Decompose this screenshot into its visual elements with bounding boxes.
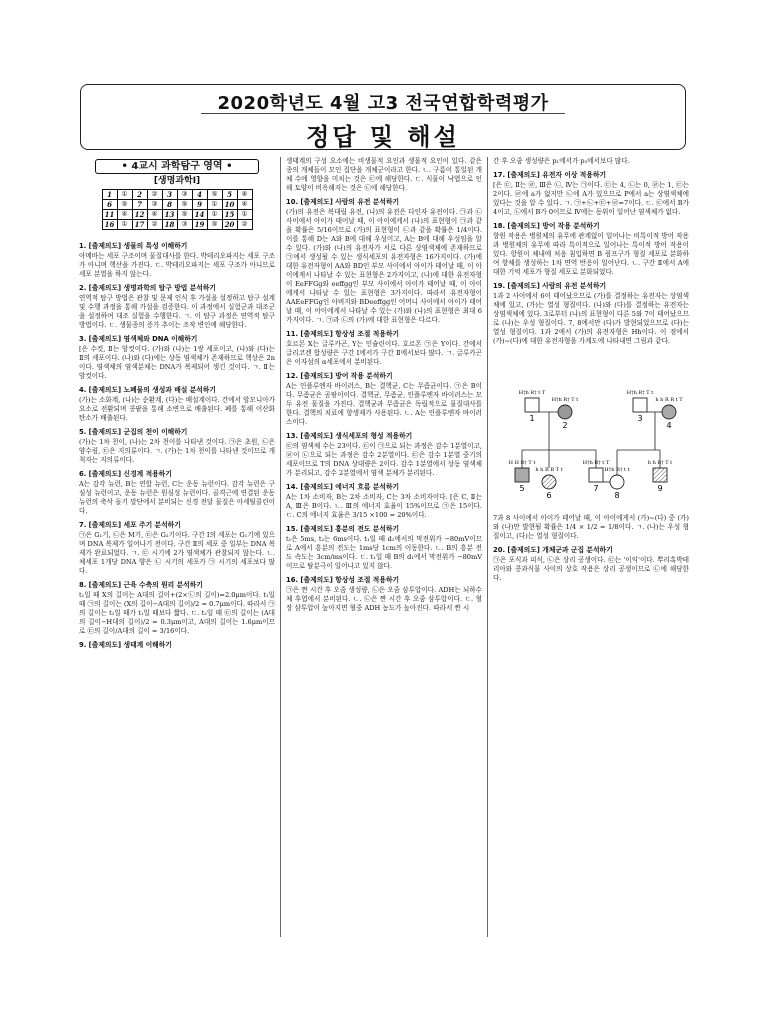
- genotype-label: H†h R† T t: [551, 397, 579, 403]
- answer-choice: ①: [207, 200, 222, 210]
- answer-table: [102, 189, 253, 230]
- answer-choice: ⑤: [177, 200, 192, 210]
- question-explanation: [286, 483, 482, 520]
- question-body: 7과 8 사이에서 아이가 태어날 때, 이 아이에게서 (가)~(다) 중 (가)와 (나)만 발현될 확률은 1/4 × 1/2 = 1/8이다. ㄱ. (나)는 우성 형질이고, (다)는 열성 형질이다.: [493, 514, 689, 540]
- question-number: 4: [192, 190, 207, 200]
- question-body: 호르몬 X는 글루카곤, Y는 인슐린이다. 호르몬 ㉠은 Y이다. 간에서 글리코겐 합성량은 구간 Ⅰ에서가 구간 Ⅱ에서보다 많다. ㄱ. 글루카곤은 이자섬의 α세포에서 분비된다.: [286, 340, 482, 366]
- question-explanation: [79, 641, 275, 650]
- question-heading: 9. [출제의도] 생태계 이해하기: [79, 641, 172, 649]
- header-box: [80, 84, 686, 150]
- question-explanation: [493, 282, 689, 346]
- question-body: 연역적 탐구 방법은 관찰 및 문제 인식 후 가설을 설정하고 탐구 설계 및 수행 과정을 통해 가설을 검증한다. 이 과정에서 실험군과 대조군을 설정하여 대조 실험을 수행한다. ㄱ. 이 탐구 과정은 연역적 탐구 방법이다. ㄷ. 생물종의 증가 추이는 조작 변인에 해당한다.: [79, 294, 275, 329]
- male-symbol: [589, 468, 603, 482]
- question-explanation: [493, 157, 689, 166]
- answer-choice: ③: [177, 220, 192, 230]
- question-heading: 2. [출제의도] 생명과학의 탐구 방법 분석하기: [79, 284, 216, 292]
- answer-choice: ①: [117, 220, 132, 230]
- genotype-label: H†h R† t t: [604, 467, 630, 473]
- question-number: 6: [102, 200, 117, 210]
- individual-label: 2: [562, 421, 568, 430]
- individual-label: 8: [614, 491, 620, 500]
- column-2: [286, 157, 482, 618]
- question-explanation: [286, 432, 482, 478]
- individual-label: 3: [637, 414, 643, 423]
- female-symbol: [610, 475, 624, 489]
- individual-label: 5: [519, 484, 525, 493]
- question-body: [은 수컷, Ⅱ는 암컷이다. (가)와 (나)는 1쌍 세포이고, (나)와 (다)는 Ⅱ의 세포이다. (나)와 (다)에는 상동 염색체가 존재하므로 핵상은 2n이다. 염색체의 염색분체는 DNA가 복제되어 생긴 것이다. ㄱ. Ⅱ는 암컷이다.: [79, 345, 275, 380]
- question-heading: 4. [출제의도] 노폐물의 생성과 배설 분석하기: [79, 386, 216, 394]
- question-body: 간 후 오줌 생성량은 p₁에서가 p₂에서보다 많다.: [493, 157, 630, 165]
- question-body: 항원 작용은 병원체의 유무에 관계없이 일어나는 비특이적 방어 작용과 병원체의 유무에 따라 특이적으로 일어나는 특이적 방어 작용이 있다. 항원이 체내에 처음 침입하면 B 림프구가 형질 세포로 분화하여 항체를 생성하는 1차 면역 반응이 일어난다. ㄴ. 구간 Ⅱ에서 A에 대한 기억 세포가 형질 세포로 분화되었다.: [493, 232, 689, 276]
- question-number: 17: [132, 220, 147, 230]
- question-body: 생태계의 구성 요소에는 비생물적 요인과 생물적 요인이 있다. 같은 종의 개체들이 모인 집단을 개체군이라고 한다. ㄴ. 구름이 통일된 개체 수에 영향을 미치는 것은 ㉢에 해당한다. ㄷ. 식물이 낙엽으로 인해 토양이 비옥해지는 것은 ㉡에 해당한다.: [286, 157, 482, 192]
- male-symbol: [633, 398, 647, 412]
- question-heading: 14. [출제의도] 에너지 흐름 분석하기: [286, 483, 400, 491]
- question-explanation: [79, 581, 275, 636]
- individual-label: 6: [546, 491, 552, 500]
- female-symbol: [558, 405, 572, 419]
- question-number: 9: [192, 200, 207, 210]
- answer-row: [102, 190, 252, 200]
- genotype-label: H†h R† t T: [582, 460, 610, 466]
- question-number: 3: [162, 190, 177, 200]
- question-number: 13: [162, 210, 177, 220]
- genotype-label: h h R R t T: [655, 397, 683, 403]
- question-heading: 19. [출제의도] 사람의 유전 분석하기: [493, 282, 607, 290]
- question-body: [은 ㉢, Ⅱ는 ㉣, Ⅲ은 ㉡, Ⅳ는 ㉠이다. ㉢는 4, ㉡는 0, ㉣는 1, ㉢는 2이다. ㉣에 a가 없지만 ㉡에 A가 있으므로 P에서 a는 상염색체에 있다는 것을 알 수 있다. ㄱ. ㉠+㉡+㉢+㉣=7이다. ㄷ. ㉢에서 B가 4이고, ㉡에서 B가 0이므로 Ⅳ에는 동위이 일어난 염색체가 없다.: [493, 181, 689, 216]
- question-body: t₁은 5ms, t₂는 6ms이다. t₁일 때 d₂에서의 막전위가 −80mV이므로 A에서 흥분의 전도는 1ms당 1cm의 이동한다. ㄴ. B의 흥분 전도 속도는 3cm/ms이다. ㄷ. t₁일 때 B의 d₁에서 막전위가 −80mV이므로 탈분극이 일어나고 있지 않다.: [286, 535, 482, 570]
- question-body: ㉠은 G₁기, ㉡은 M기, ㉢은 G₂기이다. 구간 Ⅰ의 세포는 G₁기에 있으며 DNA 복제가 일어나기 전이다. 구간 Ⅱ의 세포 중 일부는 DNA 복제가 완료되었다. ㄱ. ㉢ 시기에 2가 염색체가 관찰되지 않는다. ㄴ. 체세포 1개당 DNA 양은 ㉡ 시기의 세포가 ㉠ 시기의 세포보다 많다.: [79, 531, 275, 575]
- answer-row: [102, 220, 252, 230]
- question-heading: 15. [출제의도] 흥분의 전도 분석하기: [286, 525, 400, 533]
- individual-label: 9: [657, 484, 663, 493]
- answer-row: [102, 210, 252, 220]
- question-explanation: [286, 330, 482, 367]
- individual-label: 7: [593, 484, 599, 493]
- column-3: [493, 157, 689, 588]
- answer-choice: ②: [147, 220, 162, 230]
- question-explanation: [493, 171, 689, 217]
- answer-choice: ⑤: [207, 220, 222, 230]
- question-number: 10: [222, 200, 237, 210]
- column-divider: [487, 157, 488, 937]
- header-divider: [201, 113, 565, 114]
- genotype-label: H†h R† t T: [518, 390, 546, 396]
- question-heading: 1. [출제의도] 생물의 특성 이해하기: [79, 242, 188, 250]
- answer-choice: ③: [177, 190, 192, 200]
- answer-choice: ④: [147, 210, 162, 220]
- male-symbol: [515, 468, 529, 482]
- question-heading: 12. [출제의도] 방어 작용 분석하기: [286, 372, 393, 380]
- question-body: A는 1차 소비자, B는 2차 소비자, C는 3차 소비자이다. [은 C, Ⅱ는 A, Ⅲ은 B이다. ㄴ. Ⅲ의 에너지 효율이 15%이므로 ㉠은 15이다. ㄷ. C의 에너지 효율은 3/15 ×100 = 20%이다.: [286, 493, 482, 519]
- individual-label: 1: [529, 414, 535, 423]
- answer-choice: ④: [237, 200, 252, 210]
- genotype-label: H H R† T t: [508, 460, 536, 466]
- question-explanation: [286, 198, 482, 325]
- question-body: (가)는 1차 천이, (나)는 2차 천이를 나타낸 것이다. ㉠은 초원, ㉡은 양수림, ㉢은 지의류이다. ㄱ. (가)는 1차 천이를 나타낸 것이므로 개척자는 지의류이다.: [79, 438, 275, 464]
- question-heading: 16. [출제의도] 항상성 조절 적용하기: [286, 576, 400, 584]
- column-divider: [280, 157, 281, 937]
- question-heading: 10. [출제의도] 사람의 유전 분석하기: [286, 198, 400, 206]
- genotype-label: h h R† T t: [647, 460, 673, 466]
- question-heading: 5. [출제의도] 군집의 천이 이해하기: [79, 428, 188, 436]
- question-explanation: [79, 521, 275, 576]
- question-explanation: [286, 157, 482, 193]
- question-heading: 11. [출제의도] 항상성 조절 적용하기: [286, 330, 400, 338]
- answer-choice: ①: [117, 190, 132, 200]
- question-body: A는 감각 뉴런, B는 연합 뉴런, C는 운동 뉴런이다. 감각 뉴런은 구심성 뉴런이고, 운동 뉴런은 원심성 뉴런이다. 골격근에 연결된 운동 뉴런의 축삭 돌기 말단에서 분비되는 신경 전달 물질은 아세틸콜린이다.: [79, 480, 275, 515]
- question-body: A는 인플루엔자 바이러스, B는 결핵균, C는 무좀균이다. ㉠은 B이다. 무좀균은 곰팡이이다. 결핵균, 무좀균, 인플루엔자 바이러스는 모두 유전 물질을 가진다. 결핵균과 무좀균은 독립적으로 물질대사를 한다. 결핵의 치료에 항생제가 사용된다. ㄴ. A는 인플루엔자 바이러스이다.: [286, 382, 482, 426]
- pedigree-diagram: [493, 355, 683, 505]
- question-body: t₁일 때 X의 길이는 A대의 길이+(2×㉡의 길이)=2.0μm이다. t₁일 때 ㉠의 길이는 (X의 길이−A대의 길이)/2 = 0.7μm이다. 따라서 ㉠의 길이는 t₂일 때가 t₁일 때보다 짧다. ㄷ. t₂일 때 ㉢의 길이는 (A대의 길이−H대의 길이)/2 = 0.3μm이고, A대의 길이는 1.6μm이므로 ㉢의 길이/A대의 길이 = 3/16이다.: [79, 591, 275, 635]
- question-explanation: [79, 284, 275, 330]
- question-heading: 17. [출제의도] 유전자 이상 적용하기: [493, 171, 607, 179]
- question-number: 8: [162, 200, 177, 210]
- male-symbol: [525, 398, 539, 412]
- answer-choice: ①: [207, 210, 222, 220]
- female-symbol: [542, 475, 556, 489]
- question-number: 11: [102, 210, 117, 220]
- question-explanation: [79, 335, 275, 381]
- answer-choice: ②: [237, 220, 252, 230]
- answer-choice: ⑤: [207, 190, 222, 200]
- column-1: [79, 157, 275, 655]
- question-number: 18: [162, 220, 177, 230]
- female-symbol: [662, 405, 676, 419]
- question-number: 19: [192, 220, 207, 230]
- question-body: 1과 2 사이에서 6이 태어났으므로 (가)를 결정하는 유전자는 상염색체에 있고, (가)는 열성 형질이다. (나)와 (다)를 결정하는 유전자는 상염색체에 있다. 3로부터 (나)의 표현형이 다른 5와 7이 태어났으므로 (나)는 우성 형질이다. 7, 8에서만 (다)가 발현되었으므로 (다)는 열성 형질이다. 1과 2에서 (가)의 유전자형은 Hh이다. 이 점에서 (가)~(다)에 대한 유전자형을 가계도에 나타내면 그림과 같다.: [493, 292, 689, 345]
- male-symbol: [653, 468, 667, 482]
- answer-choice: ②: [147, 190, 162, 200]
- answer-key-title: 정답 및 해설: [306, 123, 460, 151]
- question-body: (가)는 소화계, (나)는 순환계, (다)는 배설계이다. 간에서 암모니아가 요소로 전환되며 콩팥을 통해 소변으로 배출된다. 폐를 통해 이산화 탄소가 배출된다.: [79, 396, 275, 422]
- question-explanation: [79, 470, 275, 516]
- question-list: [79, 242, 275, 650]
- question-list: [493, 157, 689, 583]
- question-number: 5: [222, 190, 237, 200]
- question-body: 아메바는 세포 구조이며 물질대사를 한다. 박테리오파지는 세포 구조가 아니며 핵산을 가진다. ㄷ. 박테리오파지는 세포 구조가 아니므로 세포 분열을 하지 않는다.: [79, 252, 275, 278]
- question-explanation: [493, 546, 689, 583]
- question-explanation: [493, 514, 689, 541]
- question-body: (가)의 유전은 복대립 유전, (나)의 유전은 다인자 유전이다. ㉠과 ㉡ 사이에서 아이가 태어날 때, 이 아이에게서 (나)의 표현형이 ㉠과 같을 확률은 5/16이므로 (가)의 표현형이 ㉡과 같을 확률은 1/4이다. 이를 통해 D는 A와 B에 대해 우성이고, A는 B에 대해 우성임을 알 수 있다. (가)와 (나)의 유전자가 서로 다른 상염색체에 존재하므로 ㉠에서 생성될 수 있는 생식세포의 유전자형은 16가지이다. (가)에 대한 유전자형이 AA와 BD인 부모 사이에서 아이가 태어날 때, 이 아이에게서 나타날 수 있는 표현형은 2가지이고, (나)에 대한 유전자형이 EeFFGg와 eeffgg인 부모 사이에서 아이가 태어날 때, 이 아이에게서 나타날 수 있는 표현형은 3가지이다. 따라서 유전자형이 AAEeFFGg인 아버지와 BDeeffgg인 어머니 사이에서 아이가 태어날 때, 이 아이에게서 나타날 수 있는 (가)와 (나)의 표현형은 최대 6가지이다. ㄱ. ㉠과 ㉡의 (가)에 대한 표현형은 다르다.: [286, 208, 482, 324]
- answer-choice: ④: [117, 210, 132, 220]
- question-number: 14: [192, 210, 207, 220]
- exam-title: 2020학년도 4월 고3 전국연합학력평가: [217, 93, 549, 114]
- question-number: 12: [132, 210, 147, 220]
- answer-choice: ①: [237, 210, 252, 220]
- question-explanation: [286, 576, 482, 613]
- question-heading: 18. [출제의도] 방어 작용 분석하기: [493, 222, 600, 230]
- individual-label: 4: [666, 421, 672, 430]
- question-body: ㉠은 포식과 피식, ㉡은 상리 공생이다. ㉢는 '이익'이다. 뿌리혹박테리아와 콩과식물 사이의 상호 작용은 상리 공생이므로 ㉡에 해당한다.: [493, 556, 689, 582]
- question-number: 1: [102, 190, 117, 200]
- question-number: 16: [102, 220, 117, 230]
- question-body: ㉠은 짠 시간 후 오줌 생성량, ㉡은 오줌 삼투압이다. ADH는 뇌하수체 후엽에서 분비된다. ㄴ. ㉡은 짠 시간 후 오줌 삼투압이다. ㄷ. 혈장 삼투압이 높아지면 혈중 ADH 농도가 높아진다. 따라서 짠 시: [286, 586, 482, 612]
- answer-choice: ⑤: [177, 210, 192, 220]
- question-list: [286, 157, 482, 613]
- question-heading: 6. [출제의도] 신경계 적용하기: [79, 470, 172, 478]
- section-title: • 4교시 과학탐구 영역 •: [95, 159, 259, 174]
- question-explanation: [79, 428, 275, 465]
- question-heading: 8. [출제의도] 근육 수축의 원리 분석하기: [79, 581, 203, 589]
- question-explanation: [286, 372, 482, 427]
- question-heading: 20. [출제의도] 개체군과 군집 분석하기: [493, 546, 613, 554]
- question-number: 15: [222, 210, 237, 220]
- question-number: 7: [132, 200, 147, 210]
- answer-choice: ③: [147, 200, 162, 210]
- question-heading: 3. [출제의도] 염색체와 DNA 이해하기: [79, 335, 198, 343]
- question-number: 2: [132, 190, 147, 200]
- question-heading: 13. [출제의도] 생식세포의 형성 적용하기: [286, 432, 413, 440]
- question-heading: 7. [출제의도] 세포 주기 분석하기: [79, 521, 181, 529]
- genotype-label: h h R R T t: [535, 467, 563, 473]
- question-number: 20: [222, 220, 237, 230]
- genotype-label: H†h R† T t: [626, 390, 654, 396]
- question-explanation: [79, 242, 275, 279]
- subject-title: [생명과학Ⅰ]: [153, 176, 201, 186]
- question-body: ㉢의 염색체 수는 23이다. ㉢이 ㉠으로 되는 과정은 감수 1분열이고, ㉣이 ㉡으로 되는 과정은 감수 2분열이다. ㉢은 감수 1분열 중기의 세포이므로 T의 DNA 상대량은 2이다. 감수 1분열에서 상동 염색체가 분리되고, 감수 2분열에서 염색 분체가 분리된다.: [286, 442, 482, 477]
- question-explanation: [286, 525, 482, 571]
- answer-choice: ④: [237, 190, 252, 200]
- answer-row: [102, 200, 252, 210]
- question-explanation: [79, 386, 275, 423]
- answer-choice: ⑤: [117, 200, 132, 210]
- question-explanation: [493, 222, 689, 277]
